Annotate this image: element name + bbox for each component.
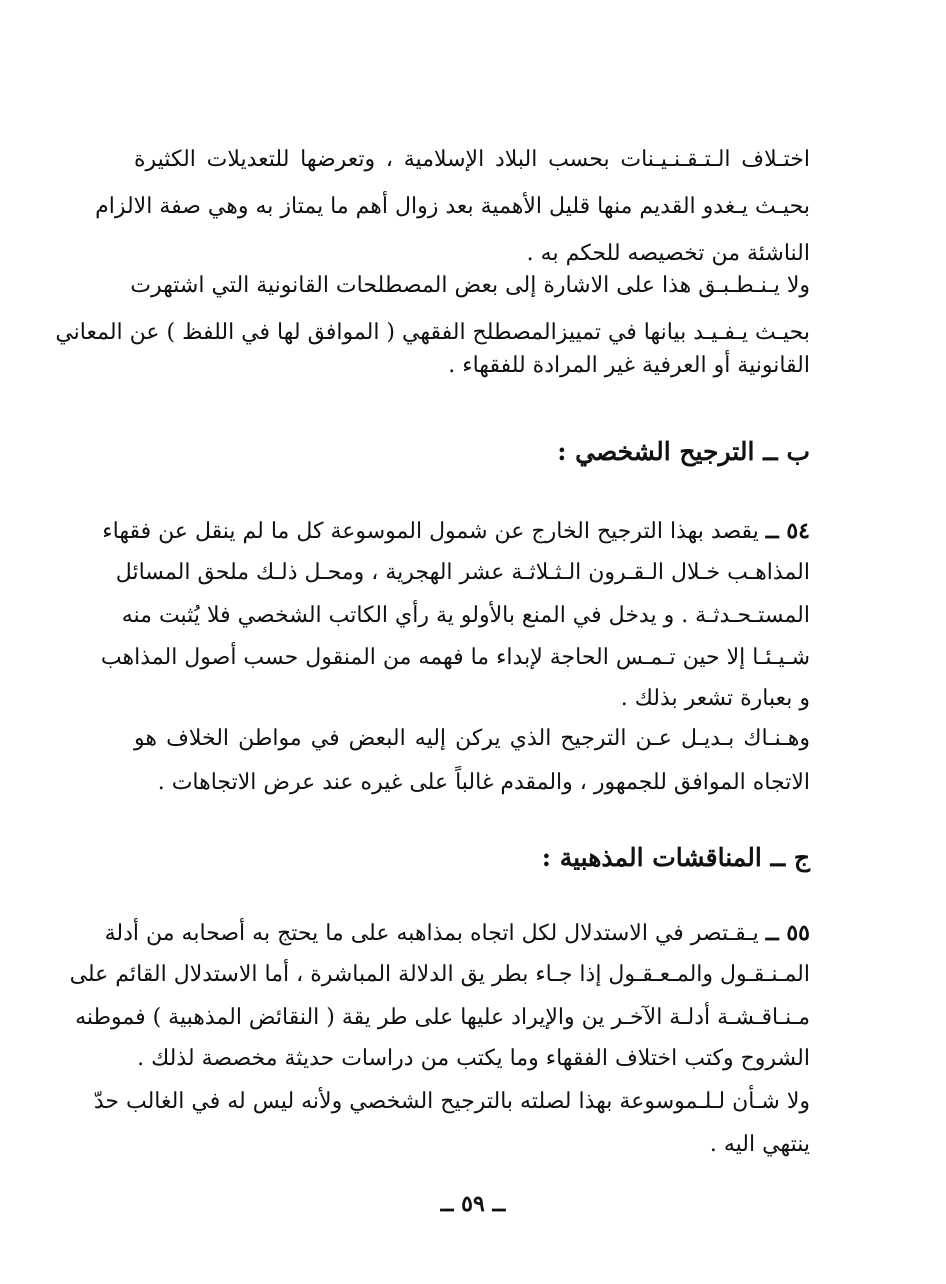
- page-number: ــ ٥٩ ــ: [440, 1191, 506, 1217]
- paragraph-3-line-2: المذاهـب خـلال الـقـرون الـثـلاثـة عشر الهجرية ، ومحـل ذلـك ملحق المسائل: [115, 560, 810, 585]
- paragraph-6-line-2: ينتهي اليه .: [709, 1132, 810, 1157]
- paragraph-1-line-3: الناشئة من تخصيصه للحكم به .: [526, 241, 810, 266]
- section-b-heading: ب ــ الترجيح الشخصي :: [557, 437, 810, 466]
- paragraph-1-line-1: اختـلاف الـتـقـنـيـنات بحسب البلاد الإسلامية ، وتعرضها للتعديلات الكثيرة: [134, 147, 810, 172]
- paragraph-2-line-1: ولا يـنـطـبـق هذا على الاشارة إلى بعض المصطلحات القانونية التي اشتهرت: [130, 273, 810, 298]
- paragraph-5-line-2: المـنـقـول والمـعـقـول إذا جـاء بطر يق الدلالة المباشرة ، أما الاستدلال القائم على: [69, 962, 810, 987]
- paragraph-3-number: ٥٤ ــ: [765, 518, 810, 544]
- paragraph-4-line-1: وهـنـاك بـديـل عـن الترجيح الذي يركن إليه البعض في مواطن الخلاف هو: [134, 726, 810, 751]
- paragraph-2-line-3: القانونية أو العرفية غير المرادة للفقهاء .: [448, 353, 810, 378]
- paragraph-5-line-1-text: يـقـتصر في الاستدلال لكل اتجاه بمذاهبه على ما يحتج به أصحابه من أدلة: [104, 921, 759, 946]
- section-c-heading: ج ــ المناقشات المذهبية :: [541, 843, 810, 872]
- paragraph-3-line-4: شـيـئـا إلا حين تـمـس الحاجة لإبداء ما فهمه من المنقول حسب أصول المذاهب: [100, 645, 810, 670]
- paragraph-1-line-2: بحيـث يـغدو القديم منها قليل الأهمية بعد زوال أهم ما يمتاز به وهي صفة الالزام: [95, 194, 810, 219]
- paragraph-5-line-4: الشروح وكتب اختلاف الفقهاء وما يكتب من دراسات حديثة مخصصة لذلك .: [137, 1046, 810, 1071]
- paragraph-5-line-3: مـنـاقـشـة أدلـة الآخـر ين والإيراد عليها على طر يقة ( النقائض المذهبية ) فموطنه: [75, 1005, 810, 1030]
- paragraph-3-line-5: و بعبارة تشعر بذلك .: [620, 686, 810, 711]
- paragraph-3-line-1-text: يقصد بهذا الترجيح الخارج عن شمول الموسوعة كل ما لم ينقل عن فقهاء: [102, 519, 759, 544]
- paragraph-3-line-3: المستـحـدثـة . و يدخل في المنع بالأولو ية رأي الكاتب الشخصي فلا يُثبت منه: [121, 603, 810, 628]
- paragraph-2-line-2: بحيـث يـفـيـد بيانها في تمييزالمصطلح الفقهي ( الموافق لها في اللفظ ) عن المعاني: [55, 320, 810, 345]
- paragraph-5-number: ٥٥ ــ: [765, 920, 810, 946]
- paragraph-4-line-2: الاتجاه الموافق للجمهور ، والمقدم غالباً على غيره عند عرض الاتجاهات .: [157, 770, 810, 795]
- paragraph-6-line-1: ولا شـأن لـلـموسوعة بهذا لصلته بالترجيح الشخصي ولأنه ليس له في الغالب حدّ: [93, 1089, 810, 1114]
- paragraph-5-line-1: [104, 913, 810, 954]
- paragraph-3-line-1: [102, 511, 810, 552]
